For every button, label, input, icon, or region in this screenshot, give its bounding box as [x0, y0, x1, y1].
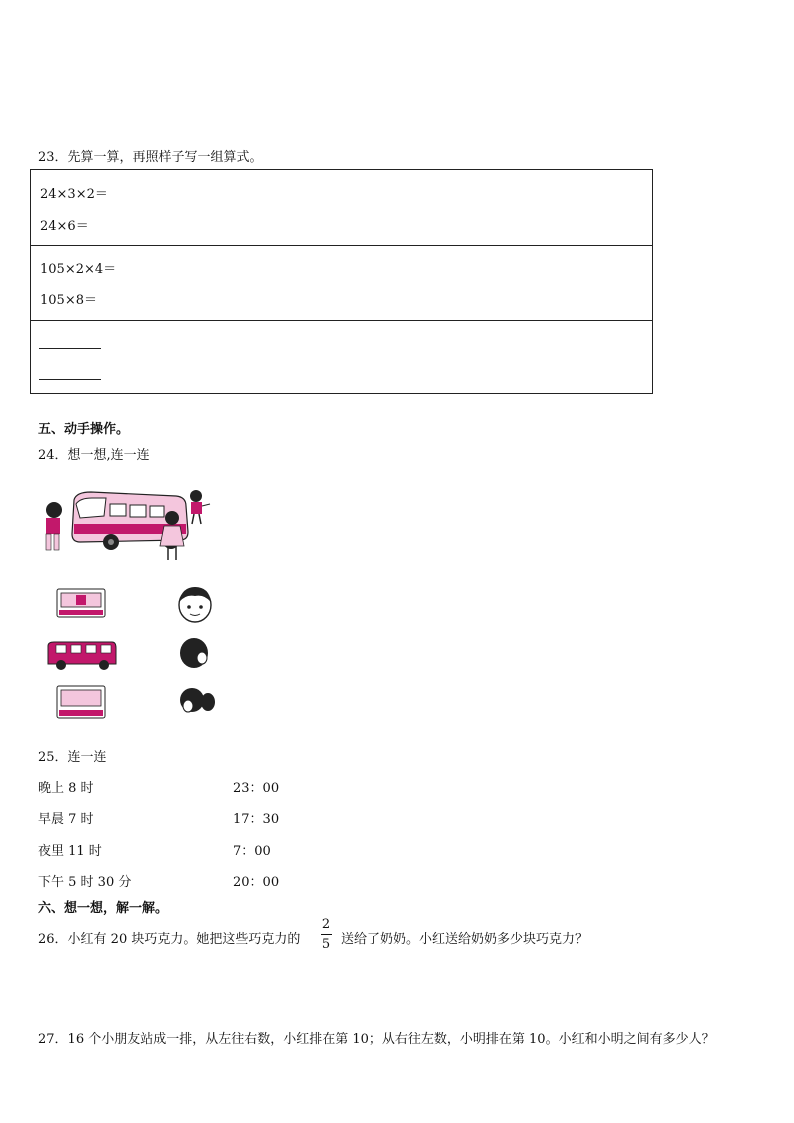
calc-line: 24×3×2＝ — [40, 187, 108, 202]
time-word-item[interactable]: 晚上 8 时 — [38, 781, 94, 796]
calc-line: 105×2×4＝ — [40, 262, 117, 277]
boy-right-icon — [190, 490, 210, 524]
q24-title: 24．想一想,连一连 — [38, 448, 150, 463]
time-word-item[interactable]: 早晨 7 时 — [38, 812, 94, 827]
q25-title: 25．连一连 — [38, 750, 107, 765]
time-word-item[interactable]: 下午 5 时 30 分 — [38, 875, 132, 890]
clock-time-item[interactable]: 7：00 — [233, 844, 271, 859]
fraction-bar — [321, 934, 332, 935]
fraction-denominator: 5 — [321, 937, 331, 952]
calc-row-2 — [31, 245, 652, 321]
van-side-view-icon[interactable] — [46, 640, 118, 672]
boy-face-icon[interactable] — [176, 584, 214, 624]
q23-title: 23．先算一算，再照样子写一组算式。 — [38, 150, 263, 165]
boy-left-icon — [46, 502, 62, 550]
boy-back-head-icon[interactable] — [178, 636, 212, 670]
fraction-numerator: 2 — [321, 917, 331, 932]
answer-blank-2[interactable] — [39, 379, 101, 380]
girl-back-head-icon[interactable] — [178, 686, 218, 718]
calc-line: 105×8＝ — [40, 293, 97, 308]
q26-text-after: 送给了奶奶。小红送给奶奶多少块巧克力？ — [341, 932, 589, 947]
calc-row-1 — [31, 170, 652, 246]
calc-table — [30, 169, 653, 394]
section6-title: 六、想一想，解一解。 — [38, 901, 169, 916]
fraction — [318, 917, 334, 952]
answer-blank-1[interactable] — [39, 348, 101, 349]
section5-title: 五、动手操作。 — [38, 422, 130, 437]
van-scene-illustration — [36, 484, 216, 564]
q27-text: 27．16 个小朋友站成一排，从左往右数，小红排在第 10；从右往左数，小明排在第 10。小红和小明之间有多少人？ — [38, 1032, 715, 1047]
van-front-view-icon[interactable] — [56, 684, 106, 722]
calc-row-3 — [31, 320, 652, 394]
van-rear-view-icon[interactable] — [56, 586, 106, 622]
clock-time-item[interactable]: 20：00 — [233, 875, 280, 890]
calc-line: 24×6＝ — [40, 219, 89, 234]
time-word-item[interactable]: 夜里 11 时 — [38, 844, 102, 859]
clock-time-item[interactable]: 17：30 — [233, 812, 280, 827]
q26-text-before: 26．小红有 20 块巧克力。她把这些巧克力的 — [38, 932, 301, 947]
clock-time-item[interactable]: 23：00 — [233, 781, 280, 796]
